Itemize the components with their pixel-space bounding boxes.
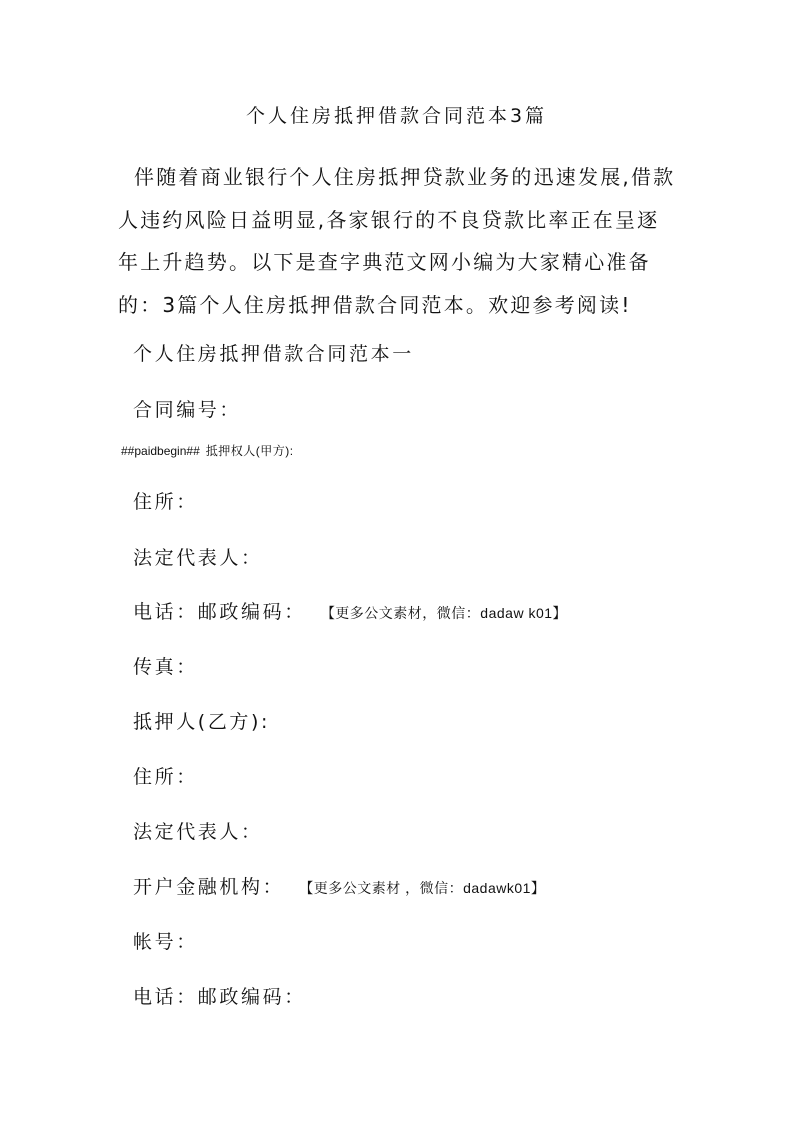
party-b-address-label: 住所： — [133, 766, 198, 788]
promo-text-2: 【更多公文素材 ，微信：dadawk01】 — [306, 880, 546, 896]
mortgagee-label: 抵押权人(甲方): — [205, 444, 294, 458]
party-a-address-label: 住所： — [133, 491, 198, 513]
intro-paragraph: 伴随着商业银行个人住房抵押贷款业务的迅速发展,借款人违约风险日益明显,各家银行的不良贷款比率正在呈逐年上升趋势。以下是查字典范文网小编为大家精心准备的：3篇个人住房抵押借款合同范本。欢迎参考阅读! — [118, 165, 676, 317]
party-a-fax-label: 传真： — [133, 656, 198, 678]
section-heading: 个人住房抵押借款合同范本一 — [133, 343, 414, 365]
party-b-bank-label: 开户金融机构： — [133, 876, 285, 898]
paid-marker: ##paidbegin## — [121, 444, 200, 458]
party-b-bank-line — [133, 874, 545, 901]
party-a-phone-postcode-label: 电话：邮政编码： — [133, 601, 306, 623]
party-b-account-label: 帐号： — [133, 931, 198, 953]
promo-text-1: 【更多公文素材，微信：dadaw k01】 — [327, 605, 568, 621]
paid-line — [121, 443, 294, 459]
party-a-phone-line — [133, 599, 567, 626]
party-b-phone-postcode-label: 电话：邮政编码： — [133, 986, 306, 1008]
party-b-legal-rep-label: 法定代表人： — [133, 821, 263, 843]
party-a-legal-rep-label: 法定代表人： — [133, 547, 263, 569]
mortgagor-label: 抵押人(乙方): — [133, 711, 271, 733]
contract-number-label: 合同编号： — [133, 399, 242, 421]
document-title: 个人住房抵押借款合同范本3篇 — [245, 105, 548, 127]
